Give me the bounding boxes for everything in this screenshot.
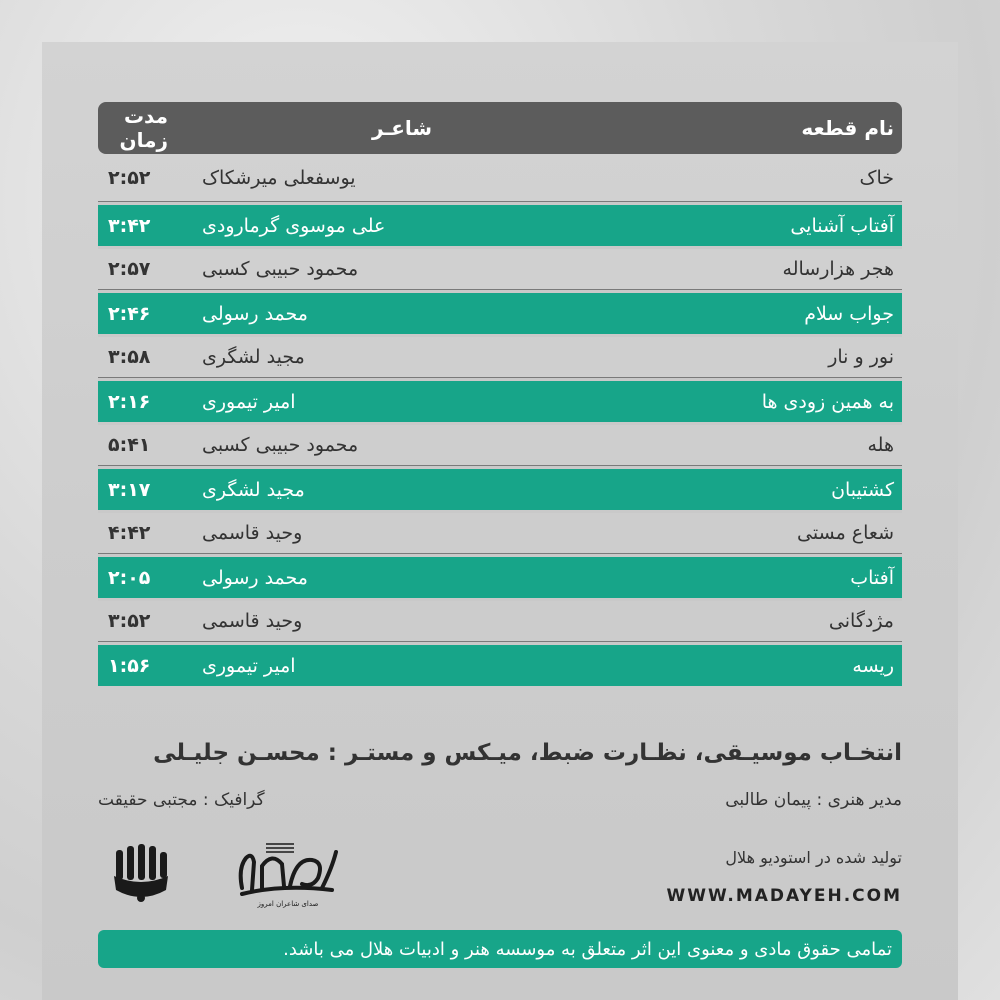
track-row [98,598,902,642]
track-row [98,642,902,686]
credit-art-director: مدیر هنری : پیمان طالبی [725,790,902,810]
credit-graphic: گرافیک : مجتبی حقیقت [98,790,265,810]
track-row [98,466,902,510]
helal-hand-logo-icon [108,840,174,906]
track-title: جواب سلام [804,302,894,325]
track-duration: ۲:۱۶ [108,390,151,413]
track-duration: ۱:۵۶ [108,654,151,677]
track-poet: امیر تیموری [202,654,296,677]
table-header [98,102,902,154]
track-row [98,334,902,378]
track-poet: مجید لشگری [202,346,305,368]
track-poet: یوسفعلی میرشکاک [202,166,356,189]
credit-music: انتخـاب موسیـقی، نظـارت ضبط، میـکس و مستـر : محسـن جلیـلی [153,740,902,766]
track-title: آفتاب آشنایی [790,214,894,237]
track-duration: ۵:۴۱ [108,434,151,456]
website-link[interactable]: WWW.MADAYEH.COM [666,886,902,906]
track-duration: ۳:۵۸ [108,346,151,368]
track-poet: محمد رسولی [202,302,308,325]
track-poet: محمود حبیبی کسبی [202,258,359,280]
track-row [98,554,902,598]
track-title: ریسه [852,654,894,677]
track-poet: علی موسوی گرمارودی [202,214,386,237]
track-duration: ۲:۵۲ [108,166,151,189]
track-duration: ۲:۰۵ [108,566,151,589]
copyright-bar [98,930,902,968]
track-title: شعاع مستی [797,522,894,544]
track-title: نور و نار [828,346,894,368]
header-poet-col: شاعـر [371,116,433,140]
track-duration: ۲:۵۷ [108,258,151,280]
madayeh-logo-icon [232,838,344,910]
track-title: کشتیبان [831,478,894,501]
track-duration: ۳:۵۲ [108,610,151,632]
track-row [98,378,902,422]
copyright-text: تمامی حقوق مادی و معنوی این اثر متعلق به موسسه هنر و ادبیات هلال می باشد. [283,938,892,960]
track-title: خاک [859,166,894,189]
track-row [98,290,902,334]
track-title: به همین زودی ها [761,390,894,413]
track-poet: مجید لشگری [202,478,305,501]
credit-line [98,790,902,810]
tracklist-table [98,102,902,686]
track-duration: ۳:۴۲ [108,214,151,237]
track-row [98,510,902,554]
track-poet: وحید قاسمی [202,522,303,544]
track-row [98,202,902,246]
track-title: هجر هزارساله [782,258,894,280]
track-row [98,422,902,466]
madayeh-tagline: صدای شاعران امروز [257,900,319,908]
track-poet: محمد رسولی [202,566,308,589]
header-duration-col: مدت زمان [119,104,168,152]
track-title: هله [867,434,894,456]
track-title: مژدگانی [828,610,894,632]
track-poet: محمود حبیبی کسبی [202,434,359,456]
track-row [98,246,902,290]
studio-text: تولید شده در استودیو هلال [725,848,902,867]
track-title: آفتاب [850,566,894,589]
track-poet: وحید قاسمی [202,610,303,632]
track-duration: ۴:۴۲ [108,522,151,544]
track-poet: امیر تیموری [202,390,296,413]
track-duration: ۳:۱۷ [108,478,151,501]
track-duration: ۲:۴۶ [108,302,151,325]
header-title-col: نام قطعه [801,116,894,140]
track-row [98,154,902,202]
